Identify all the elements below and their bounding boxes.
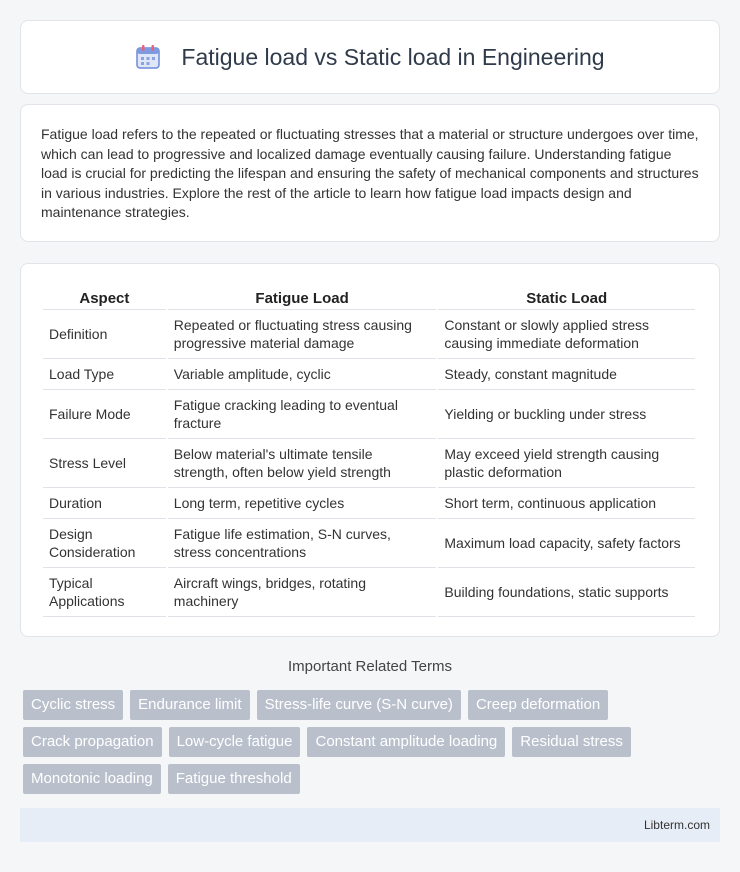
term-tag-monotonic-loading[interactable]: Monotonic loading bbox=[23, 764, 161, 794]
term-tag-crack-propagation[interactable]: Crack propagation bbox=[23, 727, 162, 757]
term-tag-residual-stress[interactable]: Residual stress bbox=[512, 727, 631, 757]
row-fatigue: Aircraft wings, bridges, rotating machinery bbox=[168, 568, 437, 617]
row-fatigue: Fatigue life estimation, S-N curves, stress concentrations bbox=[168, 519, 437, 568]
term-tag-cyclic-stress[interactable]: Cyclic stress bbox=[23, 690, 123, 720]
header-card bbox=[20, 20, 720, 94]
term-tag-constant-amplitude-loading[interactable]: Constant amplitude loading bbox=[307, 727, 505, 757]
table-row bbox=[43, 519, 695, 568]
row-static: Maximum load capacity, safety factors bbox=[438, 519, 695, 568]
row-aspect: Stress Level bbox=[43, 439, 166, 488]
row-aspect: Design Consideration bbox=[43, 519, 166, 568]
term-tag-stress-life-curve[interactable]: Stress-life curve (S-N curve) bbox=[257, 690, 461, 720]
header-aspect: Aspect bbox=[43, 284, 166, 310]
table-row bbox=[43, 390, 695, 439]
row-aspect: Load Type bbox=[43, 359, 166, 390]
row-fatigue: Below material's ultimate tensile strength, often below yield strength bbox=[168, 439, 437, 488]
row-fatigue: Repeated or fluctuating stress causing progressive material damage bbox=[168, 310, 437, 359]
term-tag-endurance-limit[interactable]: Endurance limit bbox=[130, 690, 249, 720]
table-row bbox=[43, 359, 695, 390]
intro-card bbox=[20, 104, 720, 242]
header-static-load: Static Load bbox=[438, 284, 695, 310]
term-tag-low-cycle-fatigue[interactable]: Low-cycle fatigue bbox=[169, 727, 301, 757]
row-fatigue: Variable amplitude, cyclic bbox=[168, 359, 437, 390]
row-aspect: Typical Applications bbox=[43, 568, 166, 617]
term-tag-creep-deformation[interactable]: Creep deformation bbox=[468, 690, 608, 720]
footer bbox=[20, 808, 720, 842]
footer-site-link[interactable]: Libterm.com bbox=[643, 818, 710, 832]
row-static: Yielding or buckling under stress bbox=[438, 390, 695, 439]
table-row bbox=[43, 488, 695, 519]
row-static: Constant or slowly applied stress causing immediate deformation bbox=[438, 310, 695, 359]
row-fatigue: Long term, repetitive cycles bbox=[168, 488, 437, 519]
comparison-table bbox=[41, 284, 697, 617]
header-fatigue-load: Fatigue Load bbox=[168, 284, 437, 310]
page-title: Fatigue load vs Static load in Engineering bbox=[181, 43, 605, 70]
calendar-icon bbox=[135, 44, 161, 70]
related-terms-list bbox=[23, 690, 723, 794]
related-terms-title: Important Related Terms bbox=[288, 658, 452, 675]
comparison-table-card bbox=[20, 263, 720, 637]
row-aspect: Duration bbox=[43, 488, 166, 519]
row-aspect: Definition bbox=[43, 310, 166, 359]
table-row bbox=[43, 439, 695, 488]
row-static: Building foundations, static supports bbox=[438, 568, 695, 617]
row-static: May exceed yield strength causing plastic deformation bbox=[438, 439, 695, 488]
row-static: Steady, constant magnitude bbox=[438, 359, 695, 390]
term-tag-fatigue-threshold[interactable]: Fatigue threshold bbox=[168, 764, 300, 794]
row-fatigue: Fatigue cracking leading to eventual fracture bbox=[168, 390, 437, 439]
row-static: Short term, continuous application bbox=[438, 488, 695, 519]
intro-text: Fatigue load refers to the repeated or fluctuating stresses that a material or structure undergoes over time, which can lead to progressive and localized damage eventually causing failure. Understanding fatigue load is crucial for predicting the lifespan and ensuring the safety of mechanical components and structures in various industries. Explore the rest of the article to learn how fatigue load impacts design and maintenance strategies. bbox=[41, 126, 699, 220]
table-row bbox=[43, 310, 695, 359]
row-aspect: Failure Mode bbox=[43, 390, 166, 439]
table-row bbox=[43, 568, 695, 617]
